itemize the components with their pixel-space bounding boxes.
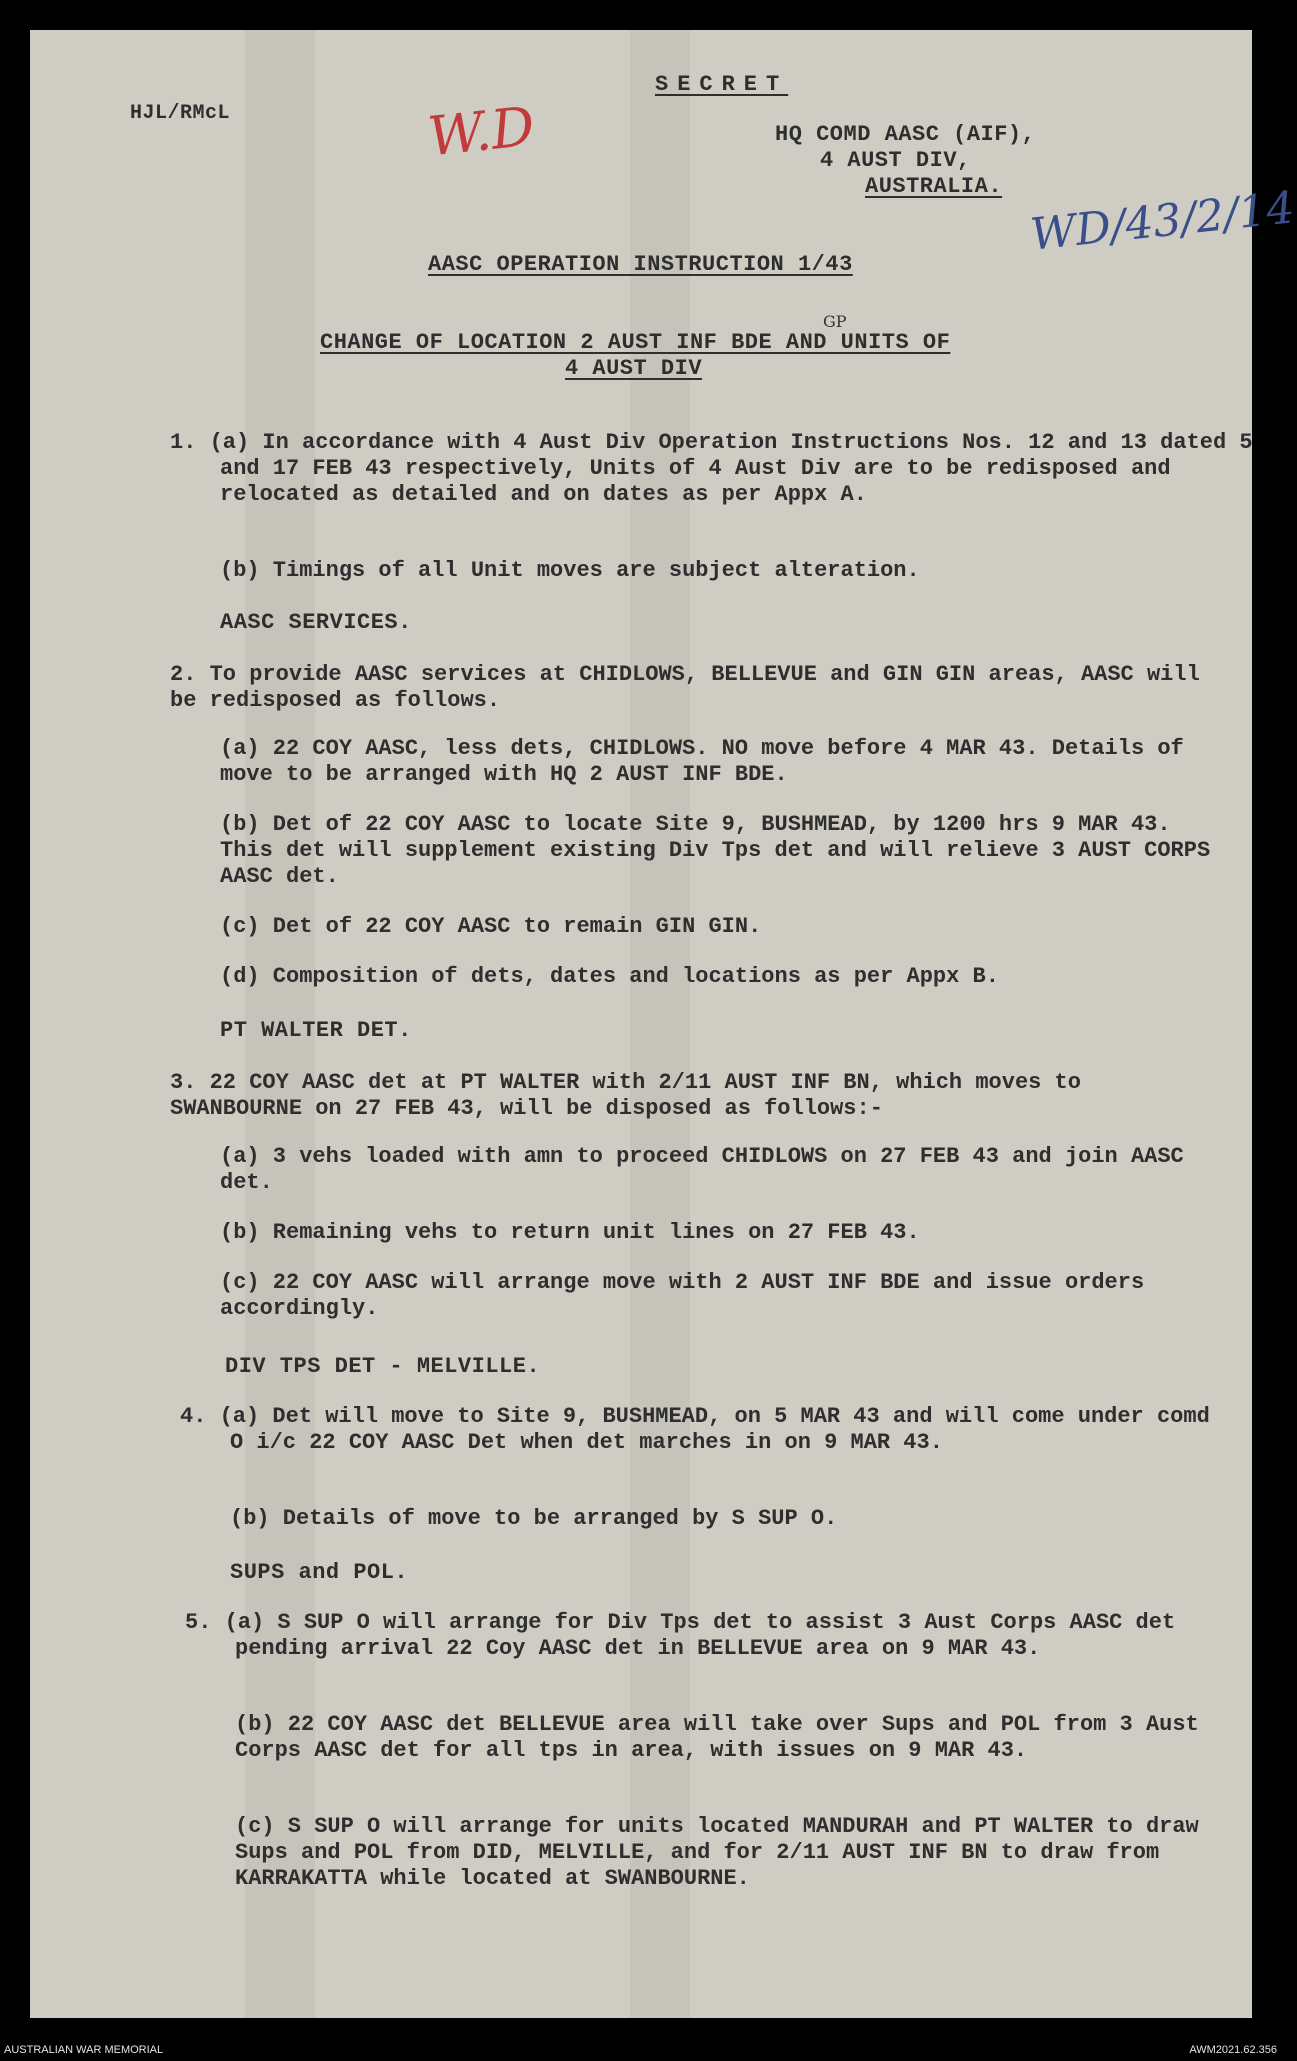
- paragraph-2c: (c) Det of 22 COY AASC to remain GIN GIN.: [220, 914, 762, 939]
- paragraph-3c: (c) 22 COY AASC will arrange move with 2 AUST INF BDE and issue orders accordingly.: [220, 1270, 1145, 1321]
- paragraph-1b: (b) Timings of all Unit moves are subject alteration.: [220, 558, 920, 583]
- footer-archive-name: AUSTRALIAN WAR MEMORIAL: [4, 2044, 164, 2056]
- paragraph-5b: (b) 22 COY AASC det BELLEVUE area will take over Sups and POL from 3 Aust Corps AASC det for all tps in area, with issues on 9 MAR 43.: [235, 1712, 1199, 1763]
- paragraph-2: 2. To provide AASC services at CHIDLOWS, BELLEVUE and GIN GIN areas, AASC will be redisposed as follows.: [170, 662, 1200, 713]
- document-page: [30, 30, 1297, 2018]
- hq-line-3: AUSTRALIA.: [865, 174, 1003, 199]
- reference-code: HJL/RMcL: [130, 102, 231, 125]
- handwritten-file-number: WD/43/2/14: [1028, 182, 1297, 261]
- heading-aasc-services: AASC SERVICES.: [220, 610, 412, 635]
- classification-label: SECRET: [655, 72, 789, 97]
- document-subtitle-line-1: CHANGE OF LOCATION 2 AUST INF BDE AND UNITS OF: [320, 330, 951, 355]
- hq-line-2: 4 AUST DIV,: [820, 148, 971, 173]
- footer-accession-number: AWM2021.62.356: [1189, 2044, 1277, 2056]
- paragraph-4a: 4. (a) Det will move to Site 9, BUSHMEAD, on 5 MAR 43 and will come under comd O i/c 22 COY AASC Det when det marches in on 9 MAR 43.: [180, 1404, 1210, 1455]
- heading-sups-pol: SUPS and POL.: [230, 1560, 409, 1585]
- paragraph-2d: (d) Composition of dets, dates and locations as per Appx B.: [220, 964, 999, 989]
- handwritten-annotation-wd: W.D: [424, 94, 538, 169]
- paragraph-5a: 5. (a) S SUP O will arrange for Div Tps det to assist 3 Aust Corps AASC det pending arrival 22 Coy AASC det in BELLEVUE area on 9 MAR 43.: [185, 1610, 1176, 1661]
- paragraph-2b: (b) Det of 22 COY AASC to locate Site 9, BUSHMEAD, by 1200 hrs 9 MAR 43. This det will supplement existing Div Tps det and will relieve 3 AUST CORPS AASC det.: [220, 812, 1211, 889]
- handwritten-insert-gp: GP: [823, 312, 847, 331]
- paragraph-1a: 1. (a) In accordance with 4 Aust Div Operation Instructions Nos. 12 and 13 dated 5 and 17 FEB 43 respectively, Units of 4 Aust Div are to be redisposed and relocated as detailed and on dates as per Appx A.: [170, 430, 1253, 507]
- hq-line-1: HQ COMD AASC (AIF),: [775, 122, 1036, 147]
- paragraph-3a: (a) 3 vehs loaded with amn to proceed CHIDLOWS on 27 FEB 43 and join AASC det.: [220, 1144, 1184, 1195]
- paragraph-2a: (a) 22 COY AASC, less dets, CHIDLOWS. NO move before 4 MAR 43. Details of move to be arranged with HQ 2 AUST INF BDE.: [220, 736, 1184, 787]
- document-subtitle-line-2: 4 AUST DIV: [565, 356, 703, 381]
- heading-pt-walter-det: PT WALTER DET.: [220, 1018, 412, 1043]
- paragraph-5c: (c) S SUP O will arrange for units located MANDURAH and PT WALTER to draw Sups and POL from DID, MELVILLE, and for 2/11 AUST INF BN to draw from KARRAKATTA while located at SWANBOURNE.: [235, 1814, 1199, 1891]
- document-title: AASC OPERATION INSTRUCTION 1/43: [428, 252, 853, 277]
- paragraph-4b: (b) Details of move to be arranged by S SUP O.: [230, 1506, 838, 1531]
- paragraph-3b: (b) Remaining vehs to return unit lines on 27 FEB 43.: [220, 1220, 920, 1245]
- heading-div-tps-det: DIV TPS DET - MELVILLE.: [225, 1354, 541, 1379]
- paragraph-3: 3. 22 COY AASC det at PT WALTER with 2/11 AUST INF BN, which moves to SWANBOURNE on 27 FEB 43, will be disposed as follows:-: [170, 1070, 1081, 1121]
